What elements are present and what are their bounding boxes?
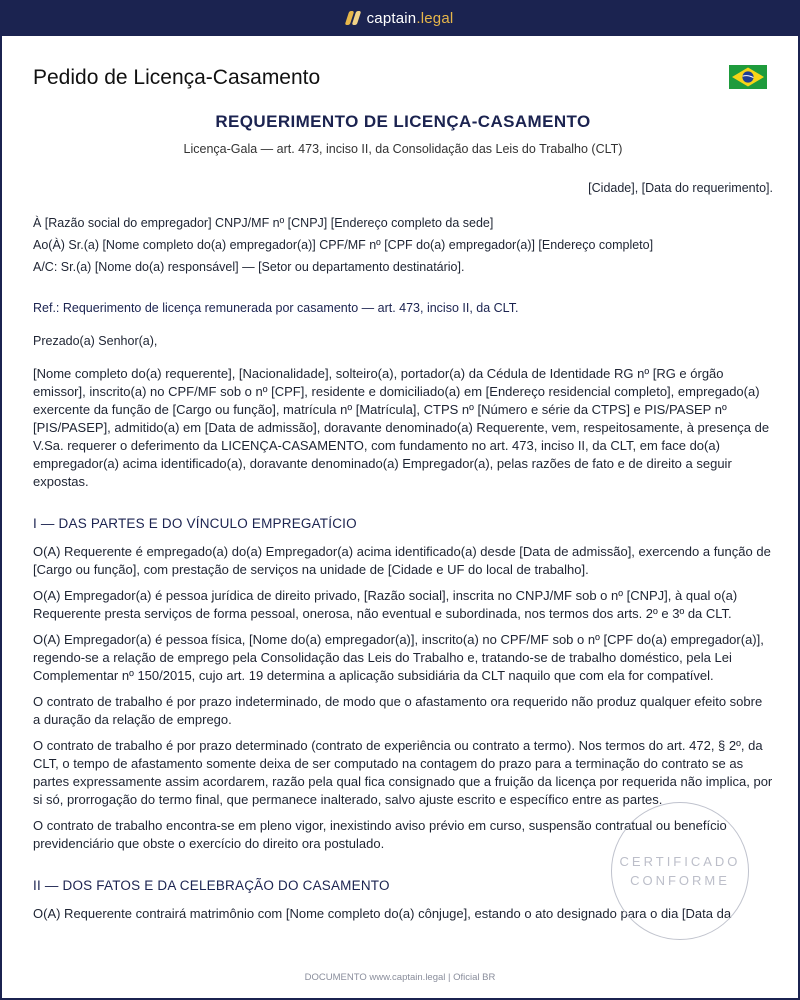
section-paragraph: O(A) Requerente é empregado(a) do(a) Empregador(a) acima identificado(a) desde [Data de admissão], exercendo a função de [Cargo ou função], com prestação de serviços na unidade de [Cidade e UF do local de trabalho]. xyxy=(33,544,771,577)
stamp-line: CERTIFICADO xyxy=(619,854,741,869)
greeting: Prezado(a) Senhor(a), xyxy=(33,334,158,348)
section-paragraph: O(A) Empregador(a) é pessoa física, [Nome do(a) empregador(a)], inscrito(a) no CPF/MF sob o nº [CPF do(a) empregador(a)], regendo-se a relação de emprego pela Consolidação das Leis do Trabalho e, tratando-se de trabalho doméstico, pela Lei Complementar nº 150/2015, cujo art. 19 determina a aplicação subsidiária da CLT naquilo que com ela for compatível. xyxy=(33,632,764,683)
addressee-block xyxy=(33,212,773,278)
reference-line: Ref.: Requerimento de licença remunerada por casamento — art. 473, inciso II, da CLT. xyxy=(33,301,519,315)
brazil-flag-icon xyxy=(729,65,767,89)
addressee-line: Ao(À) Sr.(a) [Nome completo do(a) empregador(a)] CPF/MF nº [CPF do(a) empregador(a)] [Endereço completo] xyxy=(33,238,654,252)
stamp-line: CONFORME xyxy=(630,873,730,888)
brand-name: captain.legal xyxy=(366,9,454,27)
section-paragraph: O contrato de trabalho é por prazo determinado (contrato de experiência ou contrato a termo). Nos termos do art. 472, § 2º, da CLT, o tempo de afastamento somente deixa de ser computado na contagem do prazo para a terminação do contrato se as partes expressamente assim acordarem, razão pela qual fica consignado que a fruição da licença por requerida não implica, por si só, prorrogação do termo final, que permanece inalterado, salvo ajuste escrito e específico entre as partes. xyxy=(33,738,773,807)
footer-text: DOCUMENTO www.captain.legal | Oficial BR xyxy=(304,972,496,983)
addressee-line: A/C: Sr.(a) [Nome do(a) responsável] — [Setor ou departamento destinatário]. xyxy=(33,260,465,274)
document-page xyxy=(2,36,798,998)
intro-paragraph: [Nome completo do(a) requerente], [Nacionalidade], solteiro(a), portador(a) da Cédula de Identidade RG nº [RG e órgão emissor], inscrito(a) no CPF/MF sob o nº [CPF], residente e domiciliado(a) em [Endereço residencial completo], empregado(a) exercente da função de [Cargo ou função], matrícula nº [Matrícula], CTPS nº [Número e série da CTPS] e PIS/PASEP nº [PIS/PASEP], admitido(a) em [Data de admissão], doravante denominado(a) Requerente, vem, respeitosamente, à presença de V.Sa. requerer o deferimento da LICENÇA-CASAMENTO, com fundamento no art. 473, inciso II, da CLT, em face do(a) empregador(a) acima identificado(a), doravante denominado(a) Empregador(a), pelas razões de fato e de direito a seguir expostas. xyxy=(33,366,770,489)
section-paragraph: O(A) Empregador(a) é pessoa jurídica de direito privado, [Razão social], inscrita no CNPJ/MF sob o nº [CNPJ], à qual o(a) Requerente presta serviços de forma pessoal, onerosa, não eventual e subordinada, nos termos dos arts. 2º e 3º da CLT. xyxy=(33,588,738,621)
page-title: Pedido de Licença-Casamento xyxy=(33,66,321,89)
captain-logo-icon xyxy=(344,11,361,25)
addressee-line: À [Razão social do empregador] CNPJ/MF nº [CNPJ] [Endereço completo da sede] xyxy=(33,216,494,230)
section-title: II — DOS FATOS E DA CELEBRAÇÃO DO CASAMENTO xyxy=(33,878,390,893)
brand-logo[interactable] xyxy=(347,10,454,27)
section-paragraph: O contrato de trabalho encontra-se em pleno vigor, inexistindo aviso prévio em curso, suspensão contratual ou benefício previdenciário que obste o exercício do direito ora postulado. xyxy=(33,818,727,851)
top-bar xyxy=(0,0,800,36)
section-title: I — DAS PARTES E DO VÍNCULO EMPREGATÍCIO xyxy=(33,516,357,531)
section-paragraph: O contrato de trabalho é por prazo indeterminado, de modo que o afastamento ora requerido não produz qualquer efeito sobre a duração da relação de emprego. xyxy=(33,694,763,727)
document-body xyxy=(33,112,773,923)
place-date: [Cidade], [Data do requerimento]. xyxy=(588,181,773,195)
document-subheading: Licença-Gala — art. 473, inciso II, da Consolidação das Leis do Trabalho (CLT) xyxy=(183,142,623,156)
document-heading: REQUERIMENTO DE LICENÇA-CASAMENTO xyxy=(215,112,591,131)
section-paragraph: O(A) Requerente contrairá matrimônio com [Nome completo do(a) cônjuge], estando o ato designado para o dia [Data da xyxy=(33,906,732,921)
